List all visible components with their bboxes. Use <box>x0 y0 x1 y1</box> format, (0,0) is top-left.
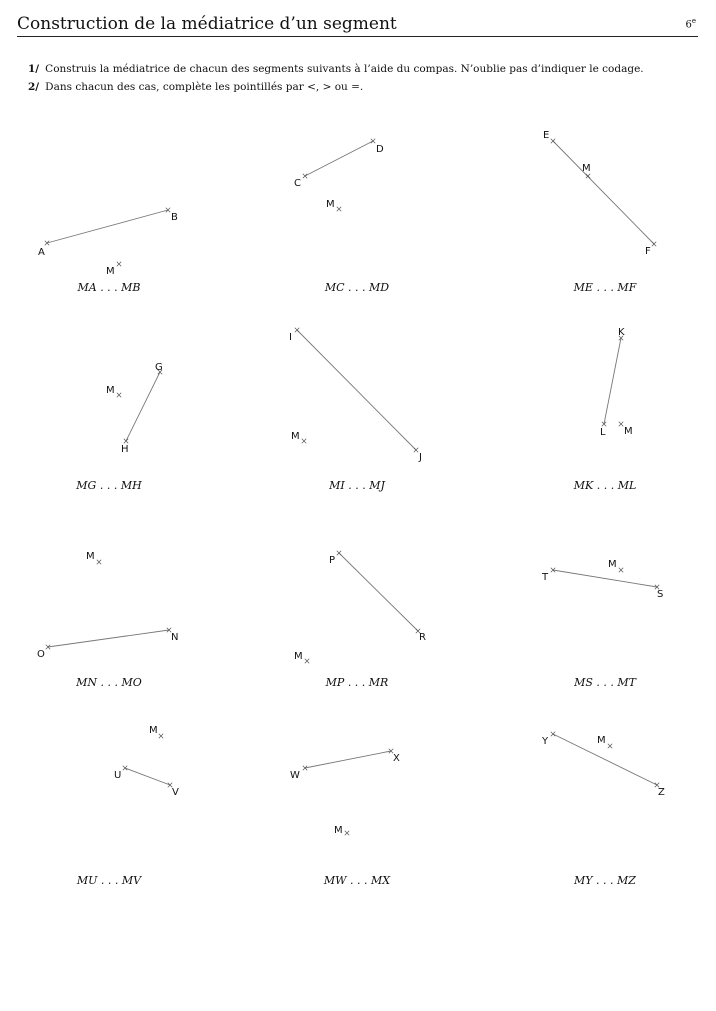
exercise-6 <box>573 327 637 492</box>
point-m-mark <box>97 560 101 564</box>
point-d-label: D <box>376 144 384 155</box>
point-w-label: W <box>290 770 300 781</box>
point-o-label: O <box>37 649 45 660</box>
point-p-mark <box>337 551 341 555</box>
point-f-label: F <box>645 246 651 257</box>
instruction-number: 1/ <box>28 63 40 75</box>
point-l-label: L <box>600 427 606 438</box>
point-j-mark <box>414 448 418 452</box>
segment-wx <box>305 751 391 768</box>
exercise-4 <box>75 362 162 492</box>
point-h-label: H <box>121 444 129 455</box>
comparison-caption: MW . . . MX <box>323 874 391 887</box>
point-v-label: V <box>172 787 179 798</box>
point-m-mark <box>302 439 306 443</box>
point-d-mark <box>371 139 375 143</box>
point-m-label: M <box>608 559 617 570</box>
segment-st <box>553 570 657 587</box>
exercise-3 <box>543 130 656 294</box>
segment-kl <box>604 338 621 424</box>
exercise-1 <box>38 208 178 294</box>
point-y-mark <box>551 732 555 736</box>
segment-uv <box>125 768 170 785</box>
exercise-10 <box>76 725 179 887</box>
segment-no <box>48 630 169 647</box>
point-m-label: M <box>106 266 115 277</box>
exercise-7 <box>37 551 178 689</box>
point-r-label: R <box>419 632 426 643</box>
instruction-text: Dans chacun des cas, complète les pointillés par <, > ou =. <box>45 81 364 93</box>
point-i-mark <box>295 328 299 332</box>
point-m-label: M <box>326 199 335 210</box>
point-m-mark <box>619 422 623 426</box>
instruction-number: 2/ <box>28 81 40 93</box>
comparison-caption: MK . . . ML <box>573 479 637 492</box>
point-m-mark <box>159 734 163 738</box>
comparison-caption: MS . . . MT <box>574 676 636 689</box>
segment-cd <box>305 141 373 176</box>
segment-ef <box>553 141 654 244</box>
point-m-label: M <box>597 735 606 746</box>
point-j-label: J <box>419 452 422 463</box>
point-u-label: U <box>114 770 122 781</box>
point-m-mark <box>337 207 341 211</box>
comparison-caption: MI . . . MJ <box>329 479 385 492</box>
point-m-label: M <box>582 163 591 174</box>
point-f-mark <box>652 242 656 246</box>
point-p-label: P <box>329 555 336 566</box>
point-z-label: Z <box>658 787 665 798</box>
point-m-label: M <box>294 651 303 662</box>
point-e-mark <box>551 139 555 143</box>
comparison-caption: MU . . . MV <box>76 874 142 887</box>
exercise-12 <box>541 732 665 887</box>
point-m-mark <box>619 568 623 572</box>
point-k-label: K <box>618 327 625 338</box>
exercise-2 <box>294 139 389 294</box>
point-m-label: M <box>624 426 633 437</box>
point-y-label: Y <box>542 736 549 747</box>
exercise-5 <box>289 328 422 492</box>
segment-gh <box>126 372 160 441</box>
point-m-label: M <box>106 385 115 396</box>
exercise-8 <box>294 551 426 689</box>
point-m-mark <box>117 262 121 266</box>
exercise-9 <box>541 559 663 689</box>
point-m-label: M <box>291 431 300 442</box>
point-m-mark <box>608 744 612 748</box>
grade-suffix: e <box>691 17 696 25</box>
point-m-mark <box>586 174 590 178</box>
point-c-label: C <box>294 178 301 189</box>
instruction-text: Construis la médiatrice de chacun des segments suivants à l’aide du compas. N’oublie pas d’indiquer le codage. <box>45 63 644 75</box>
point-s-label: S <box>657 589 664 600</box>
point-u-mark <box>123 766 127 770</box>
page-title: Construction de la médiatrice d’un segment <box>17 14 397 34</box>
point-m-label: M <box>334 825 343 836</box>
comparison-caption: MC . . . MD <box>324 281 390 294</box>
comparison-caption: MN . . . MO <box>76 676 142 689</box>
point-m-label: M <box>149 725 158 736</box>
exercise-11 <box>290 749 400 887</box>
comparison-caption: MG . . . MH <box>76 479 142 492</box>
comparison-caption: MA . . . MB <box>77 281 141 294</box>
point-m-mark <box>117 393 121 397</box>
segment-ij <box>297 330 416 450</box>
point-c-mark <box>303 174 307 178</box>
point-m-mark <box>345 831 349 835</box>
segment-pr <box>339 553 418 631</box>
segment-ab <box>47 210 168 243</box>
comparison-caption: MY . . . MZ <box>574 874 636 887</box>
point-b-label: B <box>171 212 178 223</box>
point-x-label: X <box>393 753 400 764</box>
point-n-label: N <box>171 632 179 643</box>
point-g-label: G <box>155 362 163 373</box>
point-m-label: M <box>86 551 95 562</box>
comparison-caption: MP . . . MR <box>325 676 389 689</box>
grade-number: 6 <box>685 19 692 31</box>
point-i-label: I <box>289 332 292 343</box>
point-m-mark <box>305 659 309 663</box>
point-t-label: T <box>542 572 549 583</box>
point-a-label: A <box>38 247 45 258</box>
comparison-caption: ME . . . MF <box>573 281 637 294</box>
point-e-label: E <box>543 130 550 141</box>
point-h-mark <box>124 439 128 443</box>
